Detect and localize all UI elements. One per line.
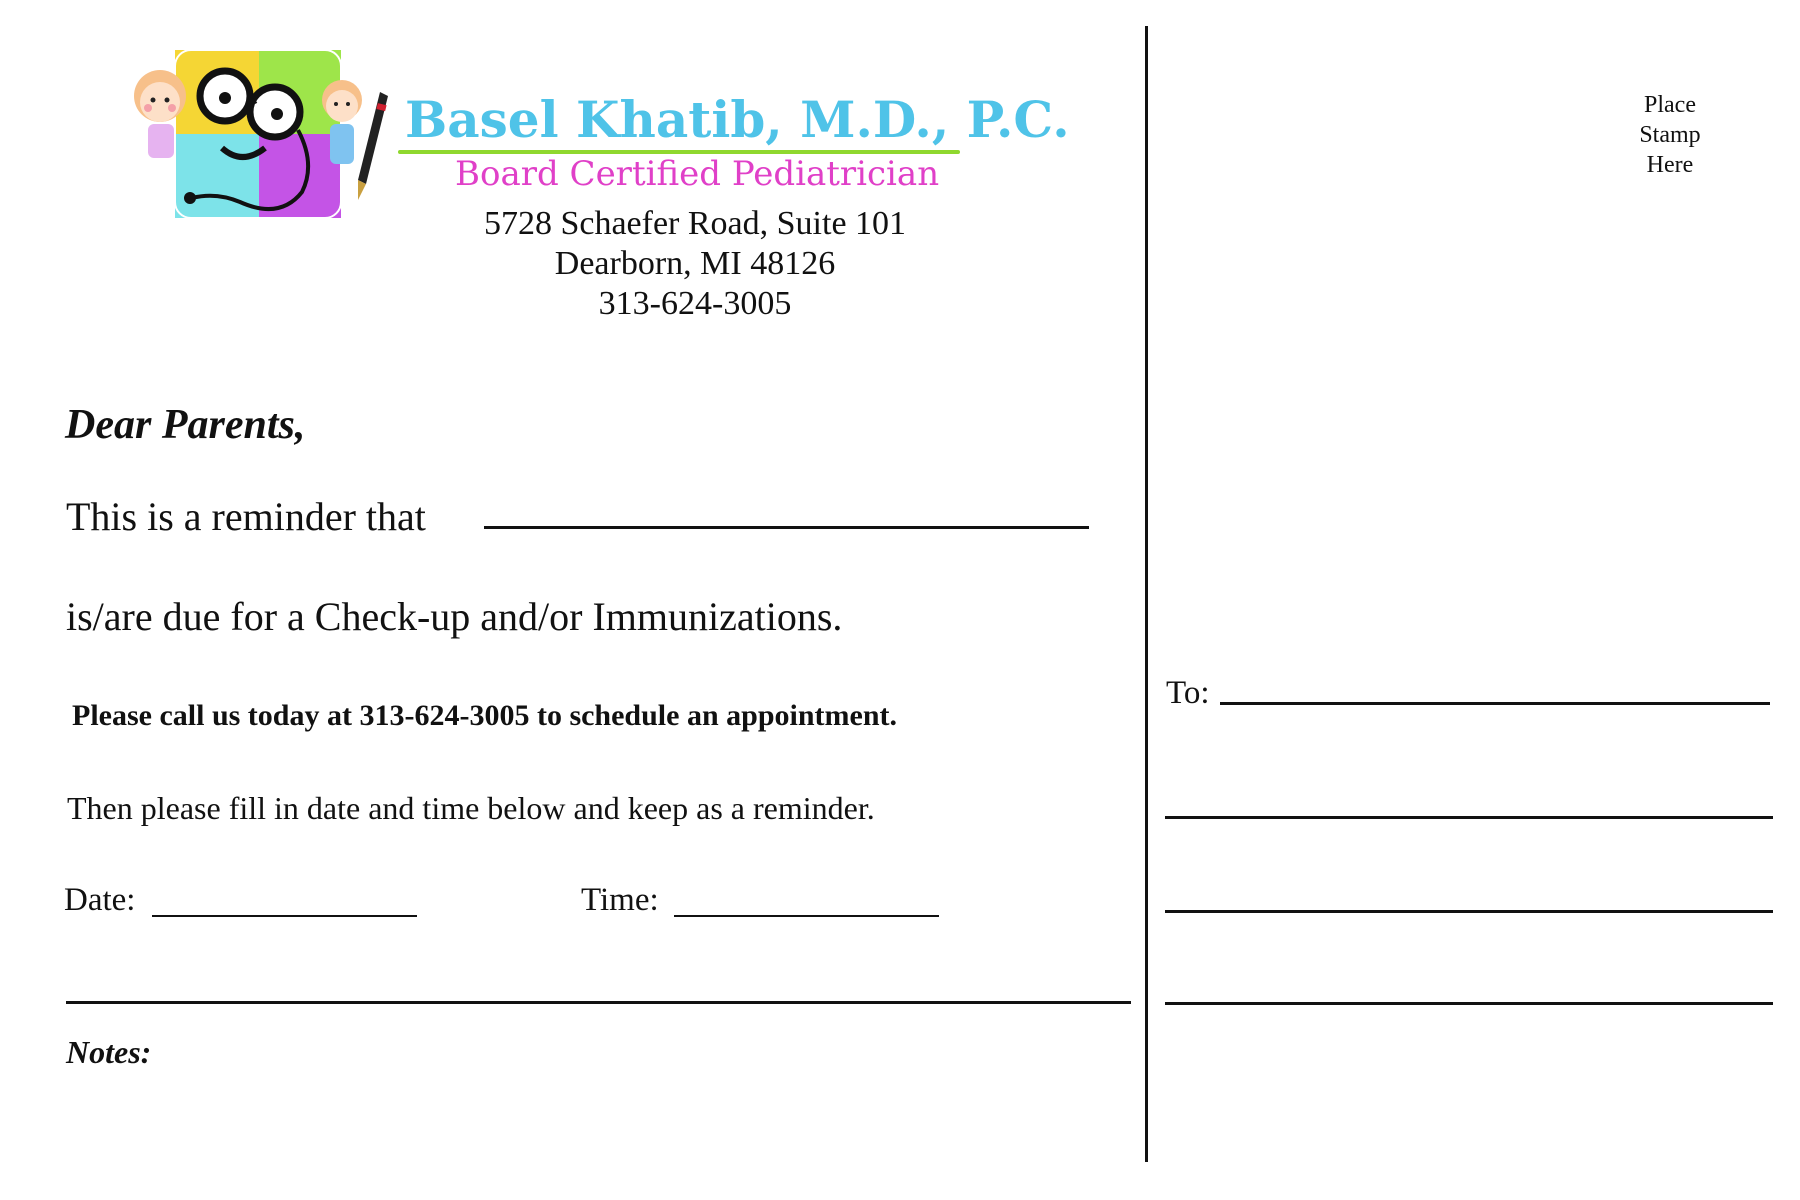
address-blank-3[interactable] xyxy=(1165,910,1773,913)
greeting: Dear Parents, xyxy=(65,402,306,448)
date-blank[interactable] xyxy=(152,915,417,917)
clinic-phone: 313-624-3005 xyxy=(598,285,792,322)
address-blank-1[interactable] xyxy=(1220,702,1770,705)
postcard-divider xyxy=(1145,26,1148,1162)
address-line-1: 5728 Schaefer Road, Suite 101 xyxy=(483,205,907,242)
address-line-2: Dearborn, MI 48126 xyxy=(554,245,836,282)
to-label: To: xyxy=(1166,675,1210,711)
address-blank-2[interactable] xyxy=(1165,816,1773,819)
address-blank-4[interactable] xyxy=(1165,1002,1773,1005)
reminder-prefix: This is a reminder that xyxy=(66,494,426,539)
stamp-line-2: Stamp xyxy=(1639,122,1701,148)
clinic-subtitle: Board Certified Pediatrician xyxy=(455,154,940,194)
notes-divider xyxy=(66,1001,1131,1004)
child-name-blank[interactable] xyxy=(484,526,1089,529)
due-line: is/are due for a Check-up and/or Immunizations. xyxy=(66,594,843,639)
stamp-line-3: Here xyxy=(1646,152,1694,178)
time-blank[interactable] xyxy=(674,915,939,917)
notes-label: Notes: xyxy=(66,1034,152,1070)
stamp-line-1: Place xyxy=(1644,92,1696,118)
call-line: Please call us today at 313-624-3005 to schedule an appointment. xyxy=(72,699,897,732)
clinic-name: Basel Khatib, M.D., P.C. xyxy=(405,90,1070,149)
time-label: Time: xyxy=(581,882,659,918)
fill-instructions: Then please fill in date and time below and keep as a reminder. xyxy=(67,790,875,826)
clinic-logo xyxy=(130,44,400,234)
date-label: Date: xyxy=(64,882,136,918)
stamp-area xyxy=(1610,90,1730,180)
